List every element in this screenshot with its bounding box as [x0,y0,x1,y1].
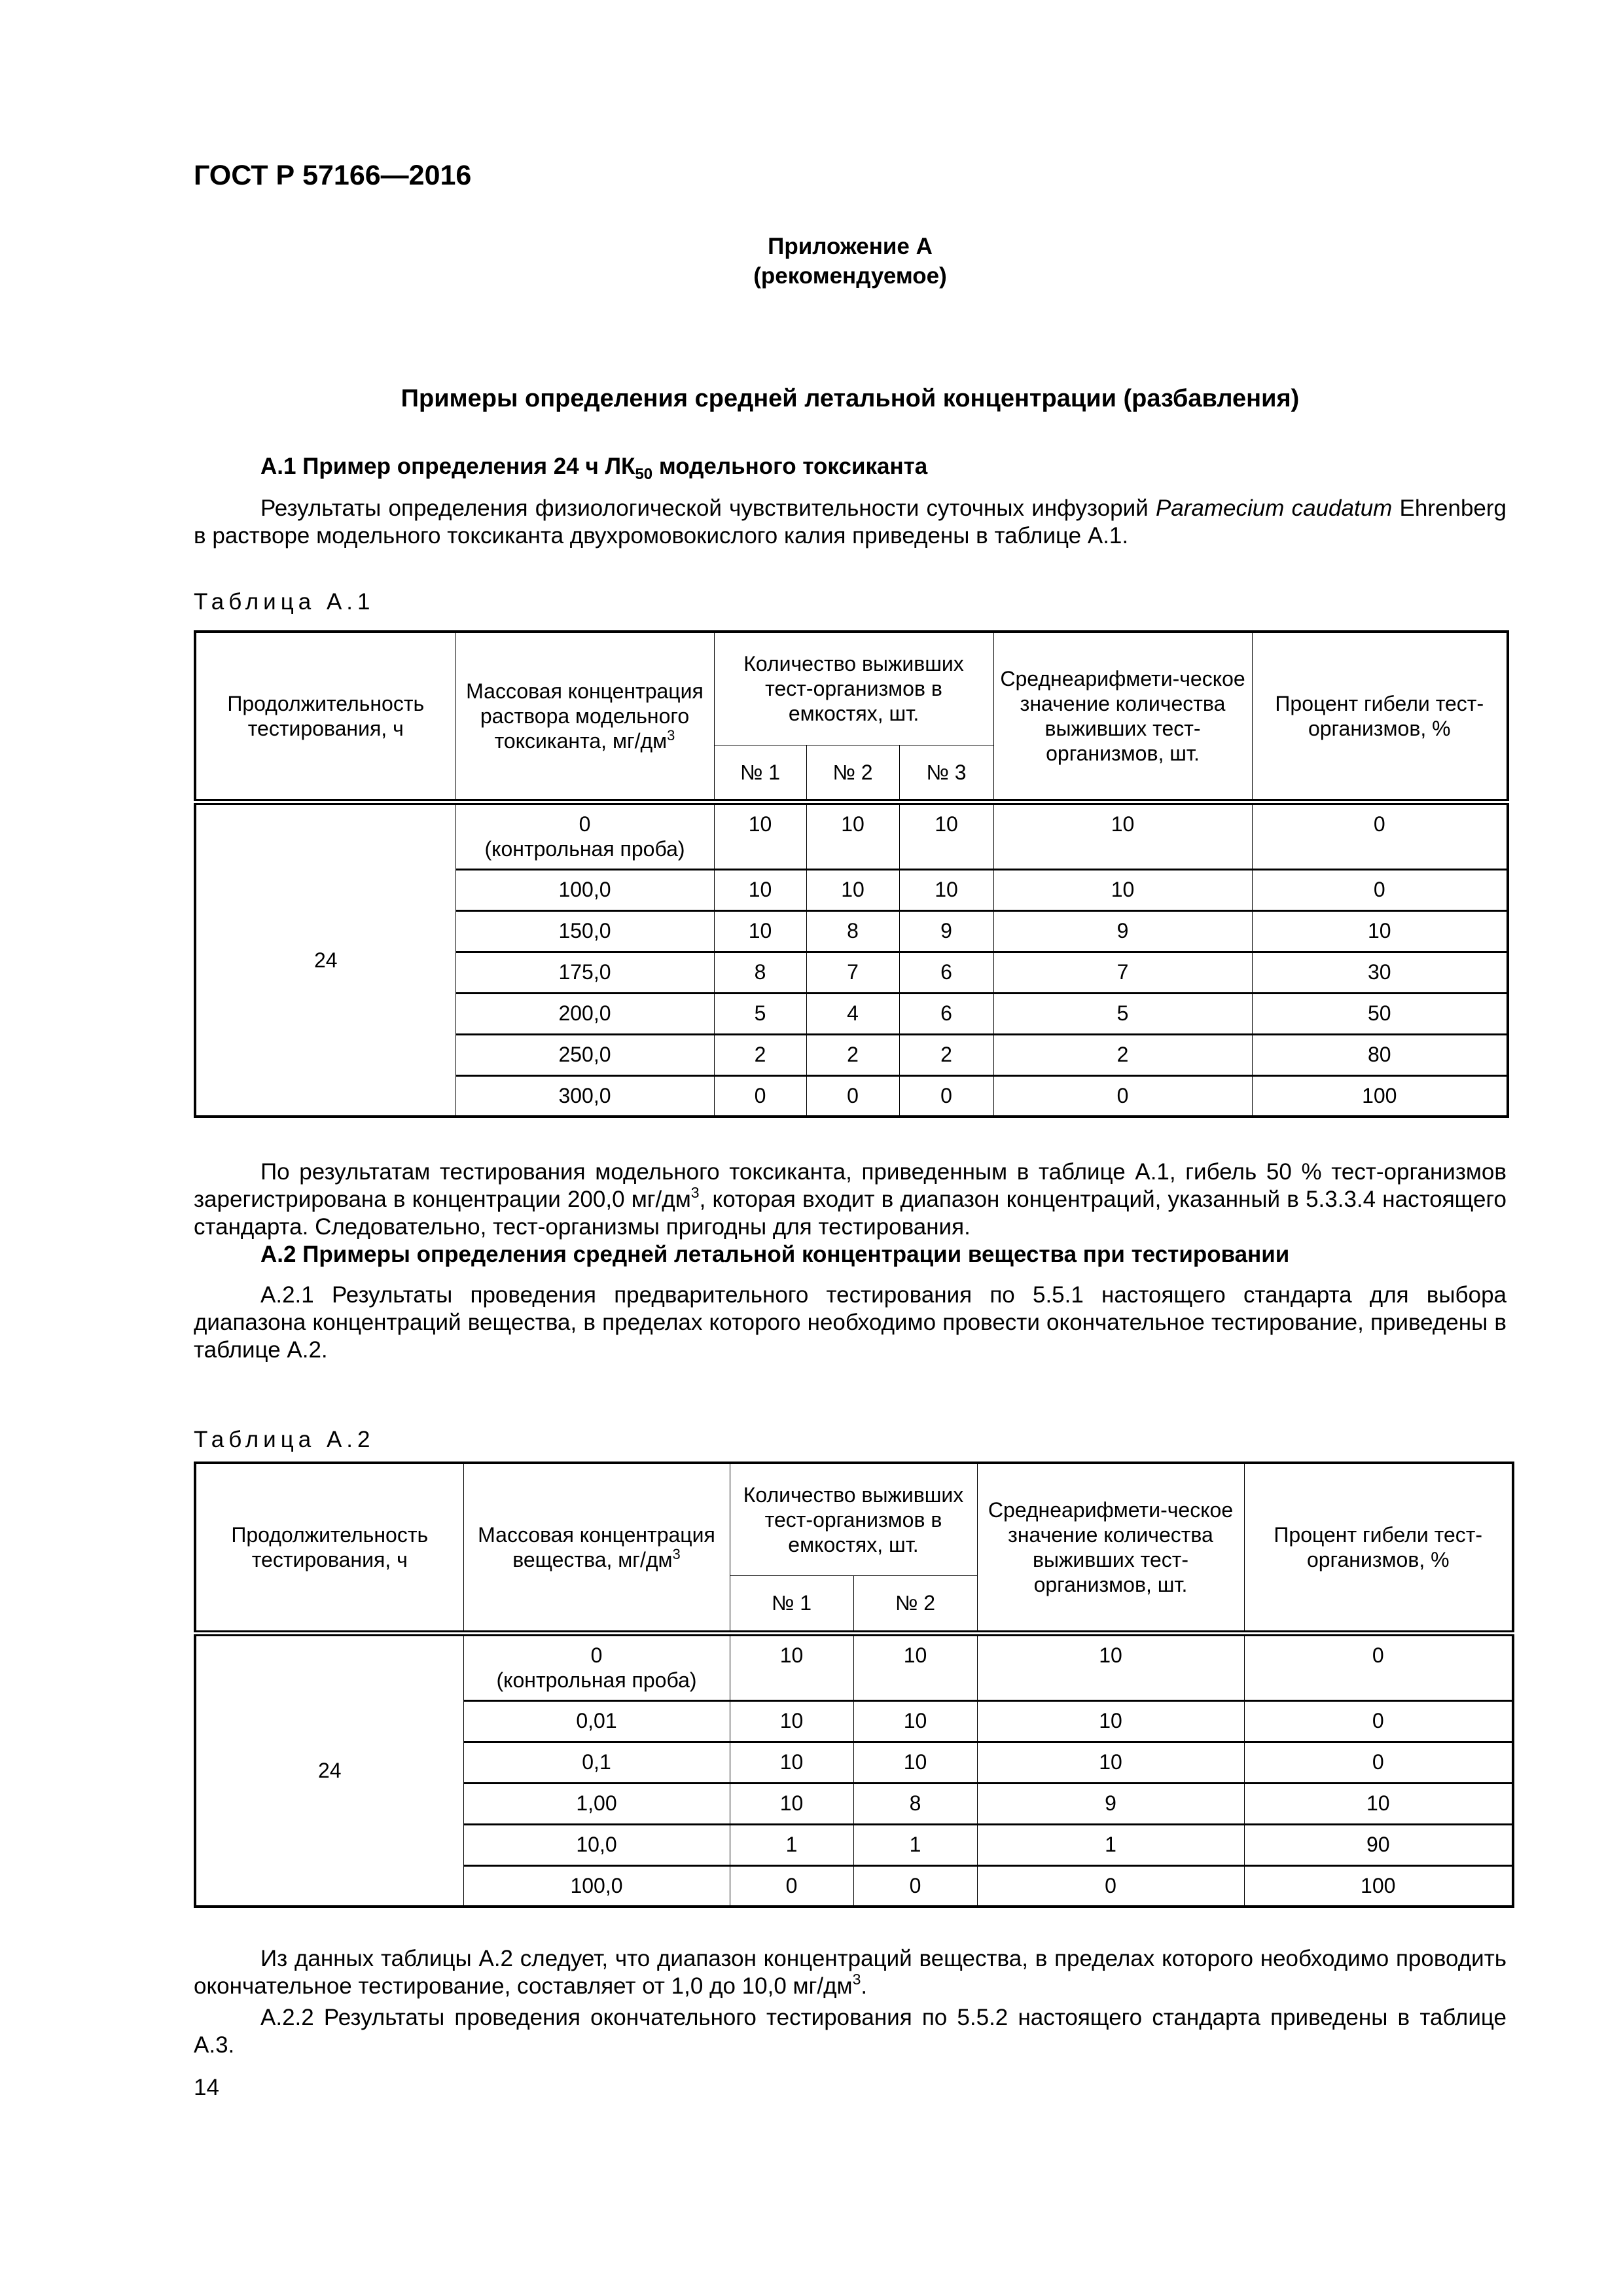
cell-n2: 1 [853,1824,977,1865]
paragraph-after-table-a1 [194,1158,1507,1241]
cell-concentration [455,952,714,993]
cell-concentration [463,1865,730,1907]
cell-concentration [455,1034,714,1075]
cell-mean: 10 [977,1742,1244,1783]
concentration-value: 175,0 [558,960,611,984]
cell-mortality: 10 [1252,910,1508,952]
cell-n2: 0 [853,1865,977,1907]
cell-n2: 10 [853,1633,977,1700]
appendix-status: (рекомендуемое) [753,263,947,289]
cell-concentration [455,910,714,952]
cell-n1: 10 [730,1633,853,1700]
concentration-note: (контрольная проба) [496,1668,697,1692]
cell-n1: 0 [714,1075,806,1117]
cell-mean: 10 [993,869,1252,910]
paragraph-text: Результаты определения физиологической чувствительности суточных инфузорий [260,495,1156,521]
cell-n3: 10 [899,869,993,910]
document-code: ГОСТ Р 57166—2016 [194,160,472,191]
header-mortality: Процент гибели тест-организмов, % [1244,1463,1513,1633]
cell-n2: 8 [806,910,899,952]
section-a2-heading: А.2 Примеры определения средней летальной концентрации вещества при тестировании [260,1242,1290,1267]
table-a2 [194,1462,1514,1908]
cell-n1: 10 [730,1700,853,1742]
cell-mean: 0 [993,1075,1252,1117]
cell-n2: 8 [853,1783,977,1824]
header-mortality: Процент гибели тест-организмов, % [1252,632,1508,802]
cell-mortality: 0 [1244,1742,1513,1783]
concentration-value: 150,0 [558,918,611,942]
cell-mortality: 100 [1252,1075,1508,1117]
cell-n3: 6 [899,952,993,993]
section-a22-paragraph: А.2.2 Результаты проведения окончательного тестирования по 5.5.2 настоящего стандарта приведены в таблице А.3. [194,2005,1507,2058]
concentration-value: 10,0 [576,1832,617,1856]
header-duration: Продолжительность тестирования, ч [195,632,455,802]
cell-n1: 10 [714,802,806,869]
table-a1-caption: Таблица А.1 [194,589,375,615]
table-row [195,1633,1513,1700]
superscript: 3 [852,1971,861,1988]
header-container-2: № 2 [806,745,899,802]
cell-mortality: 100 [1244,1865,1513,1907]
header-mean: Среднеарифмети-ческое значение количества выживших тест-организмов, шт. [977,1463,1244,1633]
concentration-value: 200,0 [558,1001,611,1025]
cell-n1: 1 [730,1824,853,1865]
header-survivors-group: Количество выживших тест-организмов в емкостях, шт. [714,632,993,745]
concentration-value: 1,00 [576,1791,617,1815]
heading-text: А.1 Пример определения 24 ч ЛК [260,454,635,479]
paragraph-text: По результатам тестирования модельного токсиканта, приведенным в таблице А.1, гибель 50 % тест-организмов зарегистрирована в концентрации 200,0 мг/дм [194,1159,1507,1212]
page-number: 14 [194,2075,219,2100]
cell-n2: 4 [806,993,899,1034]
concentration-note: (контрольная проба) [484,836,685,861]
cell-duration: 24 [195,1633,463,1907]
cell-duration: 24 [195,802,455,1117]
table-a1 [194,630,1509,1118]
cell-concentration [463,1783,730,1824]
cell-mortality: 0 [1252,869,1508,910]
concentration-value: 0 [590,1643,603,1667]
concentration-value: 250,0 [558,1042,611,1066]
cell-concentration [463,1742,730,1783]
superscript: 3 [690,1184,700,1201]
header-survivors-group: Количество выживших тест-организмов в емкостях, шт. [730,1463,977,1575]
cell-concentration [455,802,714,869]
cell-mean: 5 [993,993,1252,1034]
header-container-3: № 3 [899,745,993,802]
header-mean: Среднеарифмети-ческое значение количества выживших тест-организмов, шт. [993,632,1252,802]
cell-n3: 2 [899,1034,993,1075]
heading-text-suffix: модельного токсиканта [652,454,928,479]
cell-mean: 9 [993,910,1252,952]
cell-concentration [455,869,714,910]
concentration-value: 0,01 [576,1708,617,1732]
cell-n2: 10 [853,1742,977,1783]
cell-mean: 9 [977,1783,1244,1824]
cell-mortality: 0 [1244,1700,1513,1742]
cell-mean: 10 [977,1700,1244,1742]
cell-mortality: 80 [1252,1034,1508,1075]
cell-n1: 10 [714,910,806,952]
cell-mortality: 90 [1244,1824,1513,1865]
concentration-value: 100,0 [558,877,611,901]
paragraph-after-table-a2 [194,1945,1507,2000]
cell-concentration [463,1824,730,1865]
header-concentration: Массовая концентрация раствора модельного токсиканта, $мг/дм^3$ [455,632,714,802]
cell-n1: 2 [714,1034,806,1075]
cell-n1: 5 [714,993,806,1034]
paragraph-text: Из данных таблицы А.2 следует, что диапазон концентраций вещества, в пределах которого необходимо проводить окончательное тестирование, составляет от 1,0 до 10,0 мг/дм [194,1946,1507,1999]
cell-mortality: 30 [1252,952,1508,993]
cell-concentration [455,1075,714,1117]
appendix-title: Приложение А [768,234,933,259]
paragraph-text: . [861,1973,868,1999]
species-name: Paramecium caudatum [1155,495,1393,521]
cell-concentration [455,993,714,1034]
table-row [195,802,1508,869]
header-container-1: № 1 [730,1575,853,1633]
cell-concentration [463,1700,730,1742]
header-container-1: № 1 [714,745,806,802]
cell-n1: 0 [730,1865,853,1907]
concentration-value: 100,0 [570,1873,623,1897]
cell-mean: 7 [993,952,1252,993]
cell-mean: 2 [993,1034,1252,1075]
paragraph-text: , которая входит в диапазон концентраций, указанный в 5.3.3.4 настоящего стандарта. Следовательно, тест-организмы пригодны для тестирования. [194,1187,1507,1240]
cell-mortality: 0 [1252,802,1508,869]
cell-mortality: 0 [1244,1633,1513,1700]
cell-n1: 10 [730,1783,853,1824]
cell-mean: 1 [977,1824,1244,1865]
cell-n2: 10 [853,1700,977,1742]
cell-n2: 7 [806,952,899,993]
cell-mean: 10 [977,1633,1244,1700]
cell-mean: 0 [977,1865,1244,1907]
cell-n2: 10 [806,802,899,869]
cell-n1: 8 [714,952,806,993]
cell-n1: 10 [730,1742,853,1783]
header-concentration: Массовая концентрация вещества, $мг/дм^3$ [463,1463,730,1633]
heading-subscript: 50 [635,465,653,483]
cell-concentration [463,1633,730,1700]
cell-n3: 9 [899,910,993,952]
cell-mean: 10 [993,802,1252,869]
section-a1-paragraph [194,495,1507,550]
section-a1-heading [260,454,928,483]
cell-n3: 6 [899,993,993,1034]
cell-n3: 0 [899,1075,993,1117]
header-duration: Продолжительность тестирования, ч [195,1463,463,1633]
main-title: Примеры определения средней летальной концентрации (разбавления) [401,385,1300,412]
table-a2-caption: Таблица А.2 [194,1427,375,1452]
concentration-value: 300,0 [558,1083,611,1107]
cell-mortality: 10 [1244,1783,1513,1824]
cell-n1: 10 [714,869,806,910]
paragraph-text: Ehrenberg в растворе модельного токсиканта двухромовокислого калия приведены в таблице А.1. [194,495,1507,548]
cell-n2: 2 [806,1034,899,1075]
cell-n2: 10 [806,869,899,910]
cell-n3: 10 [899,802,993,869]
cell-n2: 0 [806,1075,899,1117]
concentration-value: 0,1 [582,1749,611,1774]
cell-mortality: 50 [1252,993,1508,1034]
section-a21-paragraph: А.2.1 Результаты проведения предварительного тестирования по 5.5.1 настоящего стандарта для выбора диапазона концентраций вещества, в пределах которого необходимо провести окончательное тестирование, приведены в таблице А.2. [194,1282,1507,1363]
concentration-value: 0 [579,812,591,836]
header-container-2: № 2 [853,1575,977,1633]
